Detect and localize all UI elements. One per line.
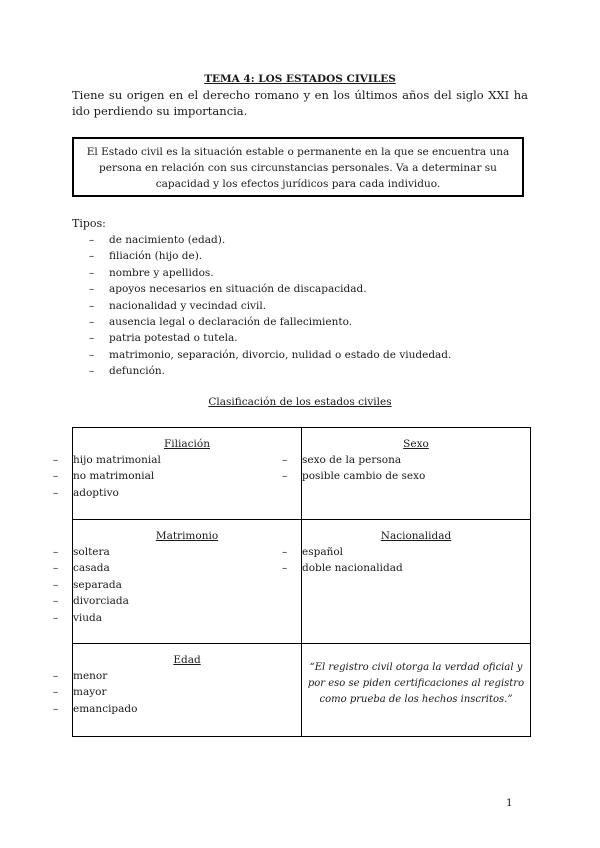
list-item: – defunción. bbox=[109, 363, 451, 379]
tipos-list bbox=[89, 232, 452, 380]
classification-title: Clasificación de los estados civiles bbox=[208, 396, 392, 408]
cell-quote bbox=[302, 644, 531, 737]
cell-heading: Nacionalidad bbox=[380, 530, 452, 542]
edad-list bbox=[53, 668, 301, 717]
list-item: – sexo de la persona bbox=[282, 454, 402, 466]
page-title: TEMA 4: LOS ESTADOS CIVILES bbox=[204, 73, 396, 85]
dash-bullet: – bbox=[89, 332, 95, 345]
dash-bullet: – bbox=[89, 250, 95, 263]
dash-bullet: – bbox=[89, 365, 95, 378]
dash-bullet: – bbox=[89, 283, 95, 296]
list-item: – patria potestad o tutela. bbox=[109, 330, 451, 346]
cell-matrimonio bbox=[53, 520, 302, 644]
page-number: 1 bbox=[506, 797, 513, 809]
list-item: – filiación (hijo de). bbox=[109, 248, 451, 264]
list-item: – casada bbox=[53, 562, 110, 575]
list-item: – adoptivo bbox=[53, 486, 119, 499]
list-item: – emancipado bbox=[53, 702, 138, 715]
list-item: – separada bbox=[53, 578, 122, 591]
sexo-list bbox=[282, 452, 530, 485]
list-item: – nombre y apellidos. bbox=[109, 265, 451, 281]
list-item: – doble nacionalidad bbox=[282, 562, 403, 575]
definition-text: El Estado civil es la situación estable o permanente en la que se encuentra una persona en relación con sus circunstancias personales. Va a determinar su capacidad y los efectos jurídicos para cada individuo. bbox=[86, 146, 510, 190]
list-item: – menor bbox=[53, 670, 108, 682]
dash-bullet: – bbox=[89, 316, 95, 329]
dash-bullet: – bbox=[89, 266, 95, 279]
list-item: – nacionalidad y vecindad civil. bbox=[109, 298, 451, 314]
filiacion-list bbox=[53, 452, 301, 501]
dash-bullet: – bbox=[89, 299, 95, 312]
cell-filiacion bbox=[53, 428, 302, 520]
list-item: – posible cambio de sexo bbox=[282, 470, 426, 483]
dash-bullet: – bbox=[89, 348, 95, 361]
list-item: – ausencia legal o declaración de fallecimiento. bbox=[109, 314, 451, 330]
list-item: – divorciada bbox=[53, 595, 129, 608]
tipos-label: Tipos: bbox=[72, 217, 106, 230]
cell-nacionalidad bbox=[282, 520, 531, 644]
list-item: – mayor bbox=[53, 686, 107, 699]
cell-heading: Sexo bbox=[403, 438, 429, 450]
list-item: – apoyos necesarios en situación de discapacidad. bbox=[109, 281, 451, 297]
nacionalidad-list bbox=[282, 544, 530, 577]
registro-quote: “El registro civil otorga la verdad oficial y por eso se piden certificaciones al registro como prueba de los hechos inscritos.” bbox=[307, 662, 525, 705]
matrimonio-list bbox=[53, 544, 301, 626]
cell-heading: Edad bbox=[173, 654, 201, 666]
list-item: – soltera bbox=[53, 546, 110, 558]
list-item: – hijo matrimonial bbox=[53, 454, 161, 466]
classification-table bbox=[53, 427, 531, 737]
list-item: – matrimonio, separación, divorcio, nulidad o estado de viudedad. bbox=[109, 347, 451, 363]
list-item: – de nacimiento (edad). bbox=[109, 232, 451, 248]
dash-bullet: – bbox=[89, 234, 95, 246]
cell-sexo bbox=[282, 428, 531, 520]
list-item: – no matrimonial bbox=[53, 470, 155, 483]
intro-paragraph: Tiene su origen en el derecho romano y en los últimos años del siglo XXI ha ido perdiendo su importancia. bbox=[72, 88, 528, 118]
cell-heading: Matrimonio bbox=[155, 530, 219, 542]
list-item: – viuda bbox=[53, 611, 103, 624]
cell-edad bbox=[53, 644, 302, 737]
definition-box bbox=[72, 137, 524, 197]
cell-heading: Filiación bbox=[164, 438, 210, 450]
list-item: – español bbox=[282, 546, 344, 558]
